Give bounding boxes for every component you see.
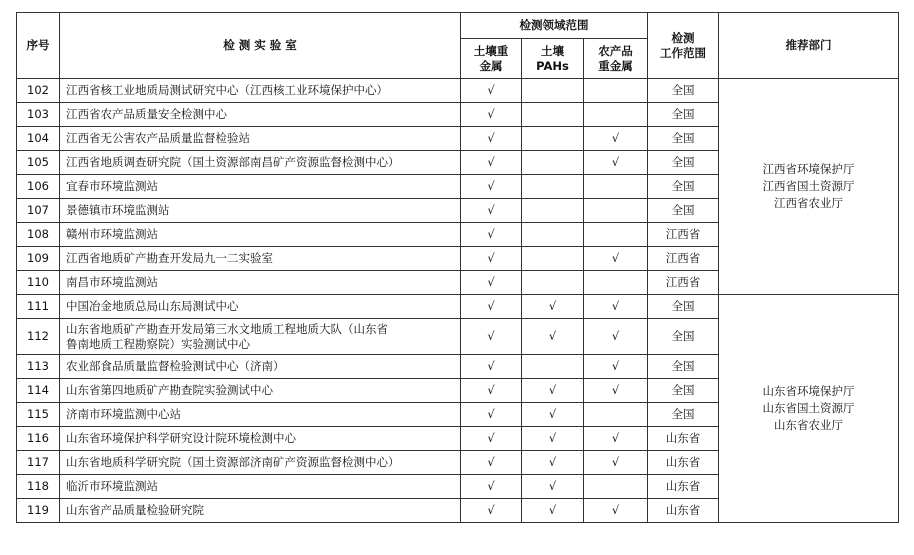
header-soil-metal-line2: 金属 — [479, 58, 503, 73]
check-mark: √ — [487, 359, 495, 373]
soil-metal-cell — [461, 355, 522, 379]
soil-metal-cell — [461, 427, 522, 451]
header-soil-pahs-line2: PAHs — [536, 58, 569, 73]
work-scope: 山东省 — [648, 475, 719, 499]
lab-name-line: 山东省地质矿产勘查开发局第三水文地质工程地质大队（山东省 — [66, 321, 388, 336]
soil-metal-cell — [461, 295, 522, 319]
soil-metal-cell — [461, 103, 522, 127]
lab-name — [60, 379, 461, 403]
work-scope: 山东省 — [648, 451, 719, 475]
soil-metal-cell — [461, 247, 522, 271]
check-mark: √ — [611, 383, 620, 397]
work-scope: 全国 — [648, 319, 719, 355]
row-number: 114 — [17, 379, 60, 403]
crop-metal-cell — [584, 151, 648, 175]
row-number: 117 — [17, 451, 60, 475]
check-mark: √ — [611, 251, 620, 265]
table-body — [17, 79, 899, 523]
check-mark: √ — [611, 431, 620, 445]
crop-metal-cell — [584, 223, 648, 247]
check-mark: √ — [487, 383, 495, 397]
soil-pahs-cell — [522, 79, 584, 103]
lab-name-line: 宜春市环境监测站 — [66, 179, 158, 193]
check-mark: √ — [611, 131, 620, 145]
check-mark: √ — [487, 131, 495, 145]
check-mark: √ — [548, 299, 557, 313]
row-number: 115 — [17, 403, 60, 427]
soil-metal-cell — [461, 319, 522, 355]
lab-name — [60, 175, 461, 199]
check-mark: √ — [487, 479, 495, 493]
soil-metal-cell — [461, 175, 522, 199]
work-scope: 全国 — [648, 103, 719, 127]
check-mark: √ — [611, 455, 620, 469]
soil-pahs-cell — [522, 103, 584, 127]
dept-line: 山东省环境保护厅 — [762, 384, 855, 398]
lab-name — [60, 271, 461, 295]
work-scope: 全国 — [648, 199, 719, 223]
lab-name — [60, 199, 461, 223]
check-mark: √ — [611, 329, 620, 343]
soil-metal-cell — [461, 127, 522, 151]
row-number: 103 — [17, 103, 60, 127]
crop-metal-cell — [584, 355, 648, 379]
soil-pahs-cell — [522, 175, 584, 199]
soil-metal-cell — [461, 403, 522, 427]
soil-pahs-cell — [522, 319, 584, 355]
check-mark: √ — [487, 107, 495, 121]
row-number: 109 — [17, 247, 60, 271]
row-number: 113 — [17, 355, 60, 379]
check-mark: √ — [548, 329, 557, 343]
soil-metal-cell — [461, 475, 522, 499]
row-number: 111 — [17, 295, 60, 319]
crop-metal-cell — [584, 127, 648, 151]
crop-metal-cell — [584, 271, 648, 295]
work-scope: 全国 — [648, 175, 719, 199]
work-scope: 江西省 — [648, 247, 719, 271]
header-soil-metal-line1: 土壤重 — [473, 43, 509, 58]
lab-name — [60, 151, 461, 175]
header-crop-metal-line2: 重金属 — [598, 58, 633, 73]
header-crop-metal — [584, 39, 648, 79]
table-row — [17, 79, 899, 103]
soil-metal-cell — [461, 379, 522, 403]
row-number: 102 — [17, 79, 60, 103]
lab-name — [60, 103, 461, 127]
lab-name — [60, 295, 461, 319]
lab-name-line: 赣州市环境监测站 — [66, 227, 158, 241]
work-scope: 全国 — [648, 151, 719, 175]
work-scope: 全国 — [648, 79, 719, 103]
dept-line: 江西省国土资源厅 — [762, 179, 855, 193]
crop-metal-cell — [584, 475, 648, 499]
work-scope: 全国 — [648, 379, 719, 403]
work-scope: 山东省 — [648, 499, 719, 523]
lab-name-line: 景德镇市环境监测站 — [66, 203, 170, 217]
soil-pahs-cell — [522, 247, 584, 271]
row-number: 118 — [17, 475, 60, 499]
soil-pahs-cell — [522, 151, 584, 175]
check-mark: √ — [611, 155, 620, 169]
soil-metal-cell — [461, 151, 522, 175]
lab-name — [60, 475, 461, 499]
soil-pahs-cell — [522, 295, 584, 319]
soil-pahs-cell — [522, 403, 584, 427]
check-mark: √ — [611, 299, 620, 313]
header-dept: 推荐部门 — [719, 13, 899, 79]
header-soil-metal — [461, 39, 522, 79]
check-mark: √ — [487, 275, 495, 289]
lab-name — [60, 247, 461, 271]
check-mark: √ — [487, 179, 495, 193]
lab-name-line: 江西省农产品质量安全检测中心 — [66, 107, 227, 121]
lab-name-line: 江西省地质矿产勘查开发局九一二实验室 — [66, 251, 273, 265]
lab-name — [60, 403, 461, 427]
header-work-scope-line2: 工作范围 — [660, 45, 707, 60]
soil-pahs-cell — [522, 271, 584, 295]
crop-metal-cell — [584, 103, 648, 127]
check-mark: √ — [487, 503, 495, 517]
lab-name — [60, 451, 461, 475]
soil-pahs-cell — [522, 427, 584, 451]
lab-name — [60, 427, 461, 451]
work-scope: 全国 — [648, 355, 719, 379]
lab-name — [60, 319, 461, 355]
header-work-scope — [648, 13, 719, 79]
lab-name-line: 江西省无公害农产品质量监督检验站 — [66, 131, 250, 145]
crop-metal-cell — [584, 499, 648, 523]
lab-name — [60, 355, 461, 379]
check-mark: √ — [487, 83, 495, 97]
check-mark: √ — [548, 503, 557, 517]
soil-pahs-cell — [522, 127, 584, 151]
soil-pahs-cell — [522, 475, 584, 499]
row-number: 112 — [17, 319, 60, 355]
crop-metal-cell — [584, 319, 648, 355]
header-soil-pahs-line1: 土壤 — [541, 43, 564, 58]
soil-metal-cell — [461, 199, 522, 223]
recommending-dept — [719, 295, 899, 523]
crop-metal-cell — [584, 427, 648, 451]
header-soil-pahs — [522, 39, 584, 79]
work-scope: 江西省 — [648, 223, 719, 247]
dept-line: 江西省农业厅 — [774, 196, 844, 210]
row-number: 106 — [17, 175, 60, 199]
lab-name-line: 山东省环境保护科学研究设计院环境检测中心 — [66, 431, 296, 445]
soil-pahs-cell — [522, 499, 584, 523]
lab-name-line: 江西省地质调查研究院（国土资源部南昌矿产资源监督检测中心） — [66, 155, 400, 169]
work-scope: 江西省 — [648, 271, 719, 295]
soil-pahs-cell — [522, 223, 584, 247]
lab-name-line: 临沂市环境监测站 — [66, 479, 158, 493]
crop-metal-cell — [584, 295, 648, 319]
lab-name — [60, 127, 461, 151]
dept-line: 山东省国土资源厅 — [762, 401, 855, 415]
lab-name-line: 江西省核工业地质局测试研究中心（江西核工业环境保护中心） — [66, 83, 388, 97]
crop-metal-cell — [584, 247, 648, 271]
soil-pahs-cell — [522, 355, 584, 379]
soil-pahs-cell — [522, 379, 584, 403]
crop-metal-cell — [584, 451, 648, 475]
check-mark: √ — [487, 407, 495, 421]
work-scope: 全国 — [648, 295, 719, 319]
soil-metal-cell — [461, 79, 522, 103]
table-row — [17, 295, 899, 319]
header-crop-metal-line1: 农产品 — [598, 43, 633, 58]
check-mark: √ — [487, 227, 495, 241]
check-mark: √ — [487, 431, 495, 445]
work-scope: 全国 — [648, 403, 719, 427]
header-work-scope-line1: 检测 — [671, 30, 695, 45]
check-mark: √ — [487, 155, 495, 169]
lab-name-line: 济南市环境监测中心站 — [66, 407, 181, 421]
crop-metal-cell — [584, 175, 648, 199]
recommending-dept — [719, 79, 899, 295]
work-scope: 山东省 — [648, 427, 719, 451]
lab-name-line: 中国冶金地质总局山东局测试中心 — [66, 299, 239, 313]
lab-name-line: 鲁南地质工程勘察院）实验测试中心 — [66, 336, 250, 351]
check-mark: √ — [487, 455, 495, 469]
lab-name-line: 山东省第四地质矿产勘查院实验测试中心 — [66, 383, 273, 397]
header-seq: 序号 — [17, 13, 60, 79]
soil-metal-cell — [461, 223, 522, 247]
check-mark: √ — [611, 359, 620, 373]
check-mark: √ — [487, 329, 495, 343]
dept-line: 山东省农业厅 — [774, 418, 844, 432]
check-mark: √ — [548, 407, 557, 421]
lab-name — [60, 499, 461, 523]
soil-pahs-cell — [522, 451, 584, 475]
check-mark: √ — [487, 251, 495, 265]
row-number: 108 — [17, 223, 60, 247]
crop-metal-cell — [584, 79, 648, 103]
check-mark: √ — [611, 503, 620, 517]
row-number: 105 — [17, 151, 60, 175]
row-number: 110 — [17, 271, 60, 295]
row-number: 104 — [17, 127, 60, 151]
check-mark: √ — [548, 479, 557, 493]
header-scope: 检测领域范围 — [461, 13, 648, 39]
soil-metal-cell — [461, 499, 522, 523]
dept-line: 江西省环境保护厅 — [762, 162, 855, 176]
lab-name-line: 南昌市环境监测站 — [66, 275, 158, 289]
crop-metal-cell — [584, 199, 648, 223]
row-number: 119 — [17, 499, 60, 523]
row-number: 116 — [17, 427, 60, 451]
check-mark: √ — [548, 455, 557, 469]
lab-name-line: 山东省地质科学研究院（国土资源部济南矿产资源监督检测中心） — [66, 455, 400, 469]
soil-metal-cell — [461, 271, 522, 295]
check-mark: √ — [548, 431, 557, 445]
soil-pahs-cell — [522, 199, 584, 223]
lab-table — [16, 12, 899, 523]
header-lab: 检 测 实 验 室 — [60, 13, 461, 79]
crop-metal-cell — [584, 403, 648, 427]
lab-name — [60, 79, 461, 103]
soil-metal-cell — [461, 451, 522, 475]
check-mark: √ — [548, 383, 557, 397]
check-mark: √ — [487, 299, 495, 313]
lab-name — [60, 223, 461, 247]
crop-metal-cell — [584, 379, 648, 403]
row-number: 107 — [17, 199, 60, 223]
work-scope: 全国 — [648, 127, 719, 151]
lab-name-line: 农业部食品质量监督检验测试中心（济南） — [66, 359, 285, 373]
check-mark: √ — [487, 203, 495, 217]
lab-name-line: 山东省产品质量检验研究院 — [66, 503, 204, 517]
